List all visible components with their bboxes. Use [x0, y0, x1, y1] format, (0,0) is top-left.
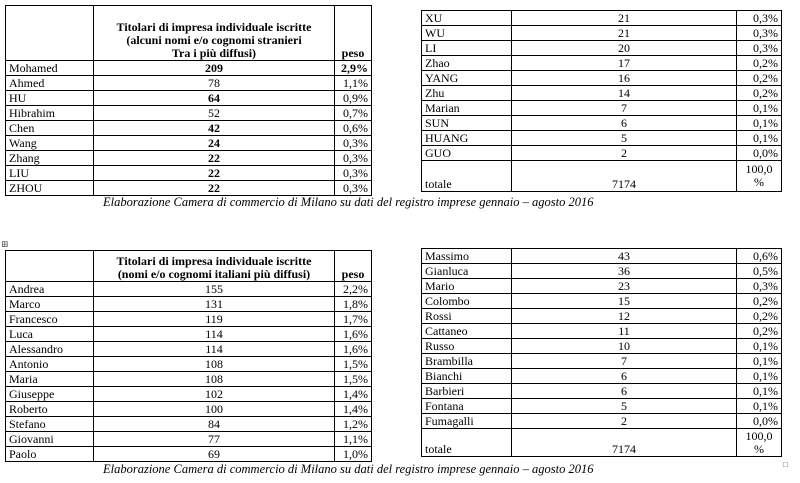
cell-pct: 0,1% [737, 131, 782, 146]
foreign-total-row [422, 161, 782, 192]
cell-name: Fontana [422, 399, 512, 414]
cell-pct: 0,1% [737, 116, 782, 131]
cell-name: Paolo [6, 447, 94, 462]
italian-caption: Elaborazione Camera di commercio di Milano su dati del registro imprese gennaio – agosto 2016 [103, 462, 594, 476]
cell-pct: 1,8% [335, 297, 372, 312]
cell-count: 209 [94, 61, 335, 76]
cell-name: Zhang [6, 151, 94, 166]
cell-count: 108 [94, 372, 335, 387]
cell-count: 77 [94, 432, 335, 447]
table-row [422, 116, 782, 131]
total-count: 7174 [512, 429, 737, 457]
cell-pct: 1,4% [335, 402, 372, 417]
cell-pct: 0,1% [737, 101, 782, 116]
table-row [422, 26, 782, 41]
cell-count: 16 [512, 71, 737, 86]
table-row [6, 282, 372, 297]
italian-title [94, 251, 335, 282]
cell-count: 15 [512, 294, 737, 309]
italian-left-rows [6, 282, 372, 462]
cell-pct: 0,3% [335, 181, 372, 196]
table-row [422, 324, 782, 339]
table-row [6, 106, 372, 121]
cell-name: Maria [6, 372, 94, 387]
table-row [6, 151, 372, 166]
table-row [6, 432, 372, 447]
foreign-left-rows [6, 61, 372, 196]
cell-count: 21 [512, 26, 737, 41]
cell-pct: 0,3% [737, 26, 782, 41]
cell-pct: 1,0% [335, 447, 372, 462]
table-row [6, 387, 372, 402]
foreign-names-right-table [421, 10, 782, 192]
cell-name: Marco [6, 297, 94, 312]
cell-name: Zhao [422, 56, 512, 71]
italian-title-line2: (nomi e/o cognomi italiani più diffusi) [117, 267, 311, 281]
cell-name: Marian [422, 101, 512, 116]
cell-pct: 0,1% [737, 399, 782, 414]
table-row [422, 264, 782, 279]
italian-title-line1: Titolari di impresa individuale iscritte [116, 254, 312, 268]
cell-count: 24 [94, 136, 335, 151]
cell-name: Brambilla [422, 354, 512, 369]
cell-count: 12 [512, 309, 737, 324]
cell-name: XU [422, 11, 512, 26]
table-row [422, 101, 782, 116]
italian-names-left-table [5, 250, 372, 462]
total-pct-value: 100,0 [745, 162, 773, 176]
table-row [6, 372, 372, 387]
cell-name: Zhu [422, 86, 512, 101]
cell-count: 20 [512, 41, 737, 56]
cell-count: 2 [512, 146, 737, 161]
italian-names-right-table [421, 248, 782, 457]
cell-count: 14 [512, 86, 737, 101]
total-pct [737, 429, 782, 457]
cell-pct: 0,0% [737, 146, 782, 161]
foreign-title-line1: Titolari di impresa individuale iscritte [116, 20, 312, 34]
table-row [6, 357, 372, 372]
cell-name: SUN [422, 116, 512, 131]
table-row [422, 369, 782, 384]
cell-pct: 0,3% [335, 151, 372, 166]
total-count: 7174 [512, 161, 737, 192]
cell-pct: 1,1% [335, 76, 372, 91]
cell-count: 6 [512, 384, 737, 399]
cell-count: 6 [512, 116, 737, 131]
table-row [422, 294, 782, 309]
cell-name: YANG [422, 71, 512, 86]
total-pct-sign: % [754, 441, 764, 456]
table-row [422, 399, 782, 414]
table-row [6, 181, 372, 196]
cell-pct: 0,1% [737, 339, 782, 354]
table-row [422, 41, 782, 56]
cell-count: 42 [94, 121, 335, 136]
total-pct [737, 161, 782, 192]
cell-count: 64 [94, 91, 335, 106]
cell-count: 108 [94, 357, 335, 372]
cell-name: HU [6, 91, 94, 106]
cell-name: Hibrahim [6, 106, 94, 121]
cell-count: 114 [94, 342, 335, 357]
table-row [6, 166, 372, 181]
table-row [6, 91, 372, 106]
cell-pct: 0,3% [335, 136, 372, 151]
resize-handle-icon[interactable]: □ [783, 460, 788, 469]
cell-name: Alessandro [6, 342, 94, 357]
cell-name: Russo [422, 339, 512, 354]
foreign-title [94, 6, 335, 61]
cell-count: 43 [512, 249, 737, 264]
table-row [6, 402, 372, 417]
foreign-weight-header: peso [335, 6, 372, 61]
table-row [6, 61, 372, 76]
table-row [6, 136, 372, 151]
table-row [6, 121, 372, 136]
table-row [422, 384, 782, 399]
cell-pct: 1,7% [335, 312, 372, 327]
cell-count: 7 [512, 354, 737, 369]
cell-name: WU [422, 26, 512, 41]
cell-name: Andrea [6, 282, 94, 297]
foreign-title-line2: (alcuni nomi e/o cognomi stranieri [126, 33, 302, 47]
cell-count: 10 [512, 339, 737, 354]
italian-right-rows [422, 249, 782, 429]
cell-pct: 1,1% [335, 432, 372, 447]
cell-count: 114 [94, 327, 335, 342]
italian-total-row [422, 429, 782, 457]
cell-count: 17 [512, 56, 737, 71]
cell-name: Roberto [6, 402, 94, 417]
cell-name: Chen [6, 121, 94, 136]
table-row [422, 86, 782, 101]
cell-name: Luca [6, 327, 94, 342]
foreign-right-rows [422, 11, 782, 161]
cell-pct: 0,2% [737, 309, 782, 324]
table-row [422, 11, 782, 26]
cell-count: 23 [512, 279, 737, 294]
table-row [422, 56, 782, 71]
cell-count: 21 [512, 11, 737, 26]
cell-pct: 1,4% [335, 387, 372, 402]
cell-pct: 0,1% [737, 369, 782, 384]
table-row [422, 279, 782, 294]
cell-name: Giovanni [6, 432, 94, 447]
cell-name: Antonio [6, 357, 94, 372]
cell-pct: 0,2% [737, 324, 782, 339]
cell-pct: 0,3% [737, 11, 782, 26]
table-row [6, 312, 372, 327]
cell-name: HUANG [422, 131, 512, 146]
cell-count: 5 [512, 131, 737, 146]
cell-name: Francesco [6, 312, 94, 327]
cell-pct: 0,2% [737, 86, 782, 101]
table-row [6, 342, 372, 357]
table-move-handle-icon[interactable]: ⊞ [1, 239, 9, 249]
total-pct-value: 100,0 [745, 428, 773, 443]
cell-pct: 0,3% [737, 41, 782, 56]
total-label: totale [422, 161, 512, 192]
cell-pct: 0,6% [737, 249, 782, 264]
table-row [422, 131, 782, 146]
table-row [6, 327, 372, 342]
cell-name: Giuseppe [6, 387, 94, 402]
cell-count: 11 [512, 324, 737, 339]
cell-count: 22 [94, 151, 335, 166]
cell-pct: 0,0% [737, 414, 782, 429]
cell-count: 78 [94, 76, 335, 91]
cell-pct: 0,2% [737, 71, 782, 86]
cell-pct: 0,3% [737, 279, 782, 294]
cell-pct: 1,2% [335, 417, 372, 432]
cell-pct: 0,2% [737, 56, 782, 71]
table-row [422, 339, 782, 354]
cell-name: Bianchi [422, 369, 512, 384]
cell-pct: 0,6% [335, 121, 372, 136]
table-row [6, 417, 372, 432]
cell-pct: 0,1% [737, 354, 782, 369]
cell-name: Mario [422, 279, 512, 294]
foreign-title-line3: Tra i più diffusi) [171, 46, 257, 60]
cell-count: 2 [512, 414, 737, 429]
cell-pct: 0,3% [335, 166, 372, 181]
table-row [422, 146, 782, 161]
cell-name: Fumagalli [422, 414, 512, 429]
cell-name: ZHOU [6, 181, 94, 196]
foreign-names-left-table [5, 5, 372, 196]
cell-count: 7 [512, 101, 737, 116]
cell-count: 22 [94, 166, 335, 181]
cell-pct: 2,9% [335, 61, 372, 76]
table-row [422, 249, 782, 264]
cell-pct: 1,6% [335, 342, 372, 357]
cell-name: Stefano [6, 417, 94, 432]
cell-name: Gianluca [422, 264, 512, 279]
italian-weight-header: peso [335, 251, 372, 282]
cell-count: 131 [94, 297, 335, 312]
table-row [6, 297, 372, 312]
cell-name: LI [422, 41, 512, 56]
cell-count: 6 [512, 369, 737, 384]
cell-count: 155 [94, 282, 335, 297]
cell-pct: 0,1% [737, 384, 782, 399]
cell-pct: 0,2% [737, 294, 782, 309]
cell-name: GUO [422, 146, 512, 161]
cell-count: 119 [94, 312, 335, 327]
table-row [422, 71, 782, 86]
cell-pct: 0,5% [737, 264, 782, 279]
cell-name: Wang [6, 136, 94, 151]
cell-name: Colombo [422, 294, 512, 309]
table-row [6, 447, 372, 462]
cell-pct: 1,6% [335, 327, 372, 342]
cell-name: LIU [6, 166, 94, 181]
table-row [422, 414, 782, 429]
cell-pct: 0,9% [335, 91, 372, 106]
cell-name: Massimo [422, 249, 512, 264]
cell-name: Mohamed [6, 61, 94, 76]
cell-count: 84 [94, 417, 335, 432]
cell-count: 69 [94, 447, 335, 462]
cell-count: 102 [94, 387, 335, 402]
cell-pct: 1,5% [335, 357, 372, 372]
total-pct-sign: % [754, 175, 764, 189]
table-row [422, 354, 782, 369]
cell-name: Barbieri [422, 384, 512, 399]
cell-count: 5 [512, 399, 737, 414]
cell-name: Cattaneo [422, 324, 512, 339]
total-label: totale [422, 429, 512, 457]
cell-count: 52 [94, 106, 335, 121]
cell-name: Ahmed [6, 76, 94, 91]
cell-pct: 1,5% [335, 372, 372, 387]
cell-count: 22 [94, 181, 335, 196]
cell-count: 100 [94, 402, 335, 417]
table-row [6, 76, 372, 91]
foreign-caption: Elaborazione Camera di commercio di Milano su dati del registro imprese gennaio – agosto 2016 [103, 195, 594, 209]
cell-name: Rossi [422, 309, 512, 324]
cell-pct: 0,7% [335, 106, 372, 121]
table-row [422, 309, 782, 324]
cell-count: 36 [512, 264, 737, 279]
cell-pct: 2,2% [335, 282, 372, 297]
